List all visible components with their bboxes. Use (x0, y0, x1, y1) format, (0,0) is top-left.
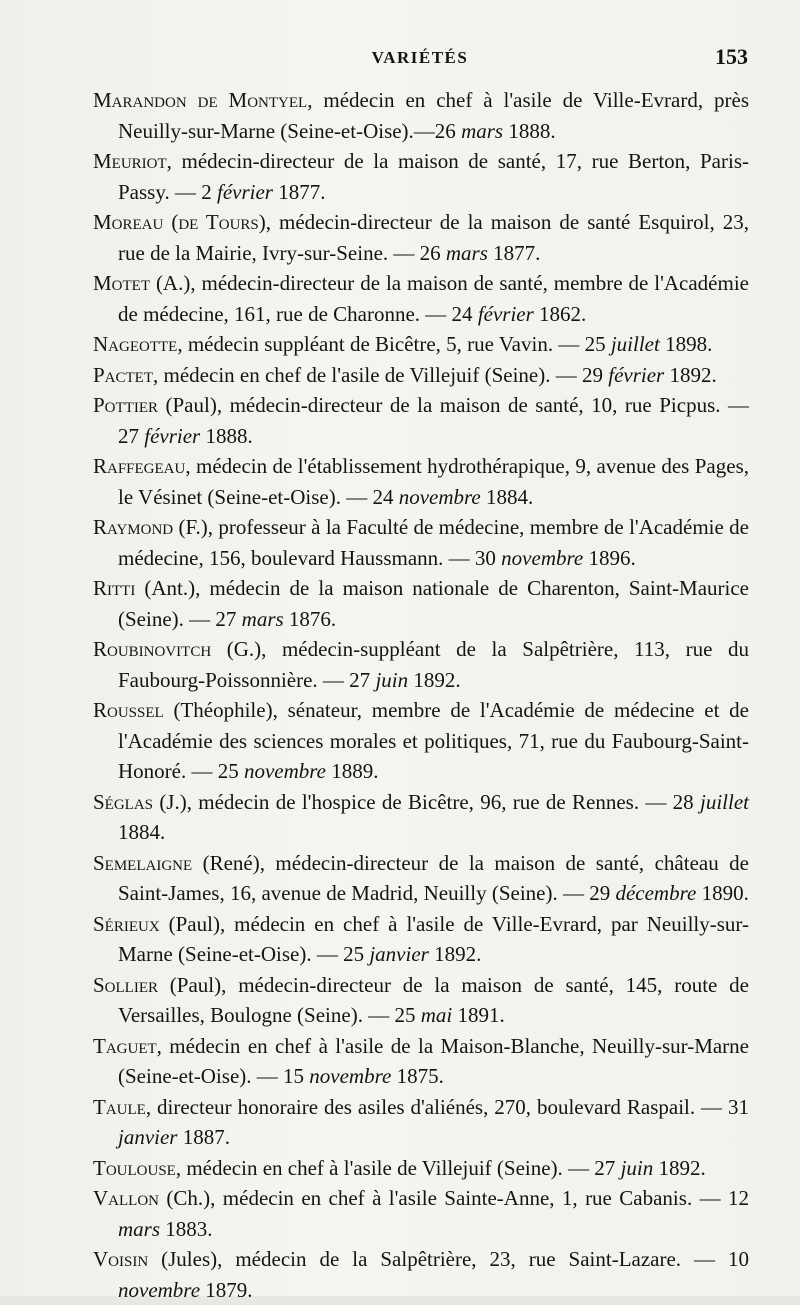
entry-text: (Ch.), médecin en chef à l'asile Sainte-Anne, 1, rue Cabanis. — 12 (159, 1186, 749, 1210)
entry-year: 1888. (503, 118, 556, 143)
entry-month: novembre (118, 1277, 201, 1302)
entry (93, 1031, 749, 1092)
entry-text: , médecin en chef à l'asile de Villejuif (Seine). — 27 (175, 1155, 621, 1180)
entry-text: , médecin en chef à l'asile de la Maison-Blanche, Neuilly-sur-Marne (Seine-et-Oise). — 15 (118, 1033, 749, 1088)
entry-name: Toulouse (93, 1155, 176, 1180)
entry (93, 695, 749, 787)
entry-year: 1883. (160, 1216, 213, 1241)
entry (93, 634, 749, 695)
page-number: 153 (715, 44, 748, 69)
entry-year: 1892. (664, 362, 717, 387)
entry-name: Voisin (93, 1247, 149, 1271)
entry-name: Roussel (93, 698, 164, 722)
entry-month: mars (445, 240, 488, 265)
entry-month: janvier (369, 942, 429, 966)
entry-name: Pottier (93, 393, 158, 417)
entry-year: 1892. (408, 667, 461, 692)
entry (93, 1183, 749, 1244)
entry-name: Taguet (93, 1033, 157, 1058)
entry-year: 1877. (272, 179, 326, 204)
entry-text: (René), médecin-directeur de la maison de santé, château de Saint-James, 16, avenue de Madrid, Neuilly (Seine). — 29 (118, 850, 749, 905)
entry-name: Sérieux (93, 911, 160, 936)
entry-month: juillet (610, 332, 660, 356)
entry-month: juin (375, 667, 409, 692)
entry-year: 1875. (391, 1064, 444, 1088)
entry-month: juillet (700, 789, 749, 814)
running-title: VARIÉTÉS (371, 48, 469, 67)
entry-month: décembre (615, 881, 697, 905)
entry (93, 390, 749, 451)
entry-month: novembre (243, 759, 327, 783)
entry-text: , médecin-directeur de la maison de santé Esquirol, 23, rue de la Mairie, Ivry-sur-Seine. — 26 (118, 210, 750, 265)
entry (93, 512, 749, 573)
entry-name: Sollier (93, 972, 158, 997)
entry-month: février (477, 301, 534, 326)
entry-text: (Ant.), médecin de la maison nationale de Charenton, Saint-Maurice (Seine). — 27 (118, 576, 749, 631)
entry (93, 451, 749, 512)
entry-year: 1888. (200, 423, 253, 448)
entry-text: , médecin suppléant de Bicêtre, 5, rue Vavin. — 25 (177, 332, 611, 356)
entry (93, 848, 749, 909)
entry-month: février (144, 423, 201, 448)
entry-year: 1891. (452, 1003, 505, 1027)
entry (93, 1092, 749, 1153)
entry-text: (Théophile), sénateur, membre de l'Académie de médecine et de l'Académie des sciences morales et politiques, 71, rue du Faubourg-Saint-Honoré. — 25 (118, 698, 749, 783)
entry-year: 1877. (487, 240, 541, 265)
entry (93, 909, 749, 970)
entry-name: Pactet (93, 362, 154, 387)
entry-text: , médecin en chef à l'asile de Ville-Evrard, près Neuilly-sur-Marne (Seine-et-Oise).—26 (118, 88, 749, 143)
entry-month: mars (118, 1216, 161, 1241)
entry-name: Marandon de Montyel (93, 88, 308, 112)
entry-text: (Jules), médecin de la Salpêtrière, 23, rue Saint-Lazare. — 10 (148, 1247, 749, 1271)
entry-name: Roubinovitch (93, 637, 212, 661)
entry-year: 1884. (118, 820, 166, 844)
entry-name: Vallon (93, 1186, 159, 1210)
page-header (92, 44, 748, 74)
entry-text: , médecin de l'établissement hydrothérapique, 9, avenue des Pages, le Vésinet (Seine-et-Oise). — 24 (118, 454, 749, 509)
entry-year: 1892. (653, 1155, 706, 1180)
entry-text: (Paul), médecin en chef à l'asile de Ville-Evrard, par Neuilly-sur-Marne (Seine-et-Oise). — 25 (118, 911, 749, 966)
entry-month: juin (620, 1155, 654, 1180)
entry-month: janvier (118, 1125, 178, 1149)
entry (93, 573, 749, 634)
entry-text: (J.), médecin de l'hospice de Bicêtre, 96, rue de Rennes. — 28 (153, 789, 700, 814)
entry-year: 1889. (326, 759, 379, 783)
entry-name: Taule (93, 1094, 146, 1119)
entry-text: (A.), médecin-directeur de la maison de santé, membre de l'Académie de médecine, 161, rue de Charonne. — 24 (118, 271, 749, 326)
entry-text: (G.), médecin-suppléant de la Salpêtrière, 113, rue du Faubourg-Poissonnière. — 27 (118, 637, 749, 692)
entry-name: Raffegeau (93, 454, 186, 478)
entry (93, 970, 749, 1031)
entry (93, 1153, 749, 1184)
entry (93, 146, 749, 207)
entry-year: 1862. (533, 301, 587, 326)
entry-month: novembre (309, 1064, 392, 1088)
entry (93, 360, 749, 391)
entry-year: 1876. (283, 606, 337, 631)
entry-year: 1896. (583, 545, 636, 570)
entry (93, 787, 749, 848)
entry-month: novembre (398, 484, 481, 509)
entry-year: 1890. (696, 881, 749, 905)
entry-name: Meuriot (93, 149, 167, 173)
entry (93, 207, 749, 268)
entry (93, 329, 749, 360)
entry-year: 1892. (428, 942, 482, 966)
entry-name: Semelaigne (93, 850, 193, 875)
entry-name: Motet (93, 271, 150, 295)
entry-month: mars (461, 118, 504, 143)
entry-month: novembre (501, 545, 584, 570)
entry-month: février (216, 179, 273, 204)
entry-month: mars (241, 606, 284, 631)
entry-text: , médecin-directeur de la maison de santé, 17, rue Berton, Paris-Passy. — 2 (118, 149, 749, 204)
entry-text: , directeur honoraire des asiles d'aliénés, 270, boulevard Raspail. — 31 (145, 1094, 749, 1119)
entry-text: (Paul), médecin-directeur de la maison de santé, 145, route de Versailles, Boulogne (Seine). — 25 (118, 972, 749, 1027)
entry-text: , médecin en chef de l'asile de Villejuif (Seine). — 29 (153, 362, 609, 387)
entry-name: Moreau (de Tours) (93, 210, 266, 234)
entry (93, 268, 749, 329)
entry-name: Raymond (93, 515, 174, 539)
entry (93, 85, 749, 146)
entry-year: 1884. (480, 484, 534, 509)
entry-name: Séglas (93, 789, 154, 814)
entry-year: 1887. (177, 1125, 230, 1149)
entry-text: (F.), professeur à la Faculté de médecine, membre de l'Académie de médecine, 156, boulevard Haussmann. — 30 (118, 515, 749, 570)
entry-year: 1898. (659, 332, 713, 356)
entry-month: février (608, 362, 665, 387)
entry-year: 1879. (200, 1277, 253, 1302)
entry-name: Ritti (93, 576, 136, 600)
directory-entries (93, 85, 749, 1305)
entry-month: mai (420, 1003, 453, 1027)
entry-text: (Paul), médecin-directeur de la maison de santé, 10, rue Picpus. — 27 (118, 393, 749, 448)
entry-name: Nageotte (93, 332, 178, 356)
